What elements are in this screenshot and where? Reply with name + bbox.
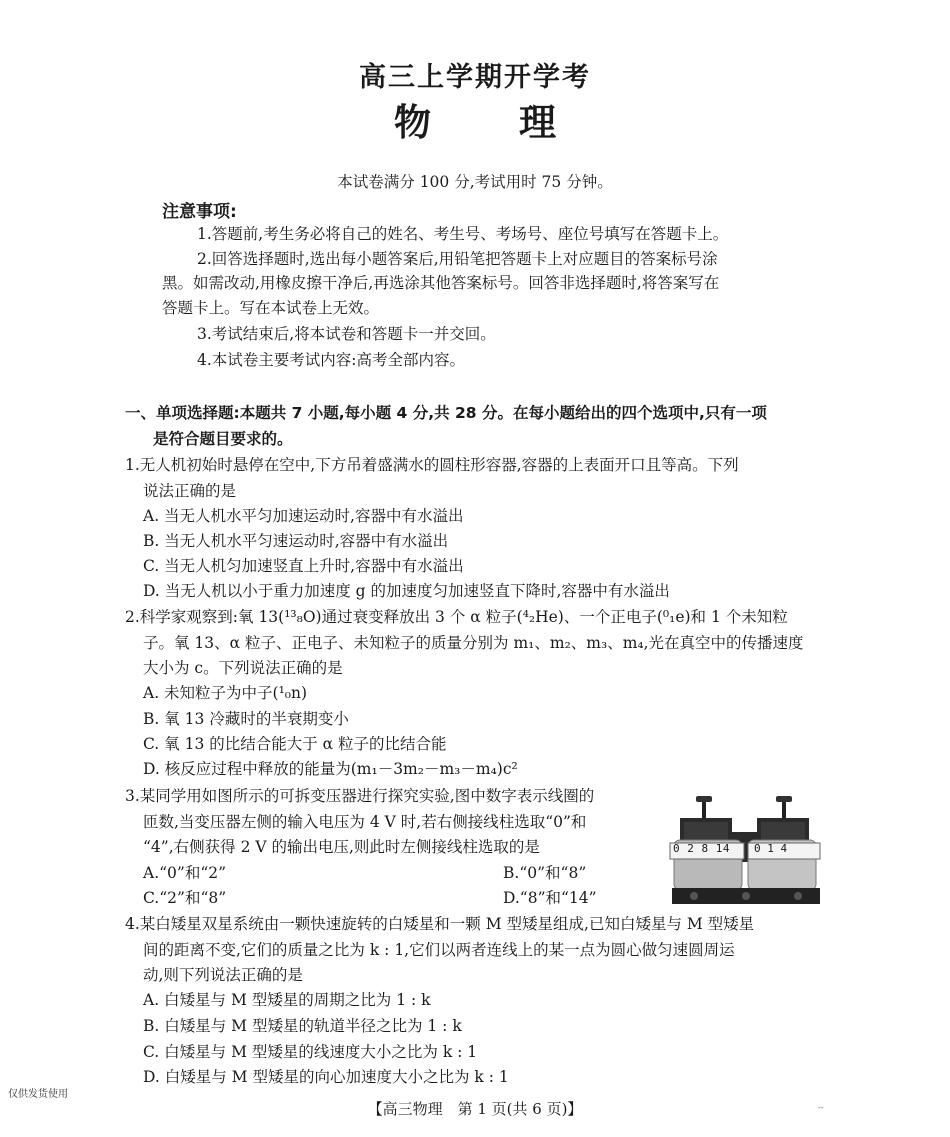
q1-option-b: B. 当无人机水平匀速运动时,容器中有水溢出 bbox=[143, 532, 449, 550]
q3-option-d: D.“8”和“14” bbox=[503, 889, 597, 907]
q1-stem: 1.无人机初始时悬停在空中,下方吊着盛满水的圆柱形容器,容器的上表面开口且等高。下列 bbox=[125, 456, 739, 474]
q1-option-d: D. 当无人机以小于重力加速度 g 的加速度匀加速竖直下降时,容器中有水溢出 bbox=[143, 582, 670, 600]
section-heading: 一、单项选择题:本题共 7 小题,每小题 4 分,共 28 分。在每小题给出的四个选项中,只有一项 bbox=[125, 404, 767, 422]
section-heading-cont: 是符合题目要求的。 bbox=[153, 430, 293, 448]
q1-stem: 说法正确的是 bbox=[143, 482, 237, 500]
q2-stem: 2.科学家观察到:氧 13(¹³₈O)通过衰变释放出 3 个 α 粒子(⁴₂He)、一个正电子(⁰₁e)和 1 个未知粒 bbox=[125, 608, 788, 626]
q2-option-b: B. 氧 13 冷藏时的半衰期变小 bbox=[143, 710, 349, 728]
q4-stem: 动,则下列说法正确的是 bbox=[143, 966, 303, 984]
q3-stem: 3.某同学用如图所示的可拆变压器进行探究实验,图中数字表示线圈的 bbox=[125, 787, 595, 805]
q2-stem: 大小为 c。下列说法正确的是 bbox=[143, 659, 343, 677]
q3-option-b: B.“0”和“8” bbox=[503, 864, 587, 882]
notice-line: 黑。如需改动,用橡皮擦干净后,再选涂其他答案标号。回答非选择题时,将答案写在 bbox=[162, 274, 720, 292]
exam-info: 本试卷满分 100 分,考试用时 75 分钟。 bbox=[337, 173, 613, 191]
notice-line: 答题卡上。写在本试卷上无效。 bbox=[162, 299, 380, 317]
notice-heading: 注意事项: bbox=[162, 202, 237, 222]
side-note: 仅供发货使用 bbox=[8, 1089, 68, 1100]
notice-line: 1.答题前,考生务必将自己的姓名、考生号、考场号、座位号填写在答题卡上。 bbox=[197, 225, 729, 243]
page-footer: 【高三物理 第 1 页(共 6 页)】 bbox=[367, 1100, 583, 1118]
q2-stem: 子。氧 13、α 粒子、正电子、未知粒子的质量分别为 m₁、m₂、m₃、m₄,光在真空中的传播速度 bbox=[143, 634, 804, 652]
q4-stem: 4.某白矮星双星系统由一颗快速旋转的白矮星和一颗 M 型矮星组成,已知白矮星与 M 型矮星 bbox=[125, 915, 755, 933]
left-coil-labels: 0 2 8 14 bbox=[673, 842, 730, 855]
notice-line: 3.考试结束后,将本试卷和答题卡一并交回。 bbox=[197, 325, 496, 343]
q2-option-c: C. 氧 13 的比结合能大于 α 粒子的比结合能 bbox=[143, 735, 447, 753]
q3-stem: 匝数,当变压器左侧的输入电压为 4 V 时,若右侧接线柱选取“0”和 bbox=[143, 813, 587, 831]
subject-title bbox=[0, 92, 950, 146]
q2-option-a: A. 未知粒子为中子(¹₀n) bbox=[143, 684, 308, 702]
q2-option-d: D. 核反应过程中释放的能量为(m₁－3m₂－m₃－m₄)c² bbox=[143, 760, 518, 778]
q4-stem: 间的距离不变,它们的质量之比为 k : 1,它们以两者连线上的某一点为圆心做匀速圆周运 bbox=[143, 941, 735, 959]
q3-stem: “4”,右侧获得 2 V 的输出电压,则此时左侧接线柱选取的是 bbox=[143, 838, 540, 856]
subject-title-left: 物 bbox=[394, 101, 431, 144]
q3-option-c: C.“2”和“8” bbox=[143, 889, 227, 907]
right-coil-labels: 0 1 4 bbox=[754, 842, 788, 855]
corner-mark: -- bbox=[818, 1103, 824, 1112]
notice-line: 4.本试卷主要考试内容:高考全部内容。 bbox=[197, 351, 466, 369]
q1-option-c: C. 当无人机匀加速竖直上升时,容器中有水溢出 bbox=[143, 557, 464, 575]
exam-title: 高三上学期开学考 bbox=[359, 62, 591, 93]
q3-option-a: A.“0”和“2” bbox=[143, 864, 227, 882]
transformer-figure bbox=[662, 790, 827, 910]
q4-option-a: A. 白矮星与 M 型矮星的周期之比为 1 : k bbox=[143, 991, 431, 1009]
q4-option-b: B. 白矮星与 M 型矮星的轨道半径之比为 1 : k bbox=[143, 1017, 462, 1035]
q4-option-d: D. 白矮星与 M 型矮星的向心加速度大小之比为 k : 1 bbox=[143, 1068, 509, 1086]
subject-title-right: 理 bbox=[519, 101, 556, 144]
q4-option-c: C. 白矮星与 M 型矮星的线速度大小之比为 k : 1 bbox=[143, 1043, 478, 1061]
q1-option-a: A. 当无人机水平匀加速运动时,容器中有水溢出 bbox=[143, 507, 464, 525]
notice-line: 2.回答选择题时,选出每小题答案后,用铅笔把答题卡上对应题目的答案标号涂 bbox=[197, 250, 718, 268]
